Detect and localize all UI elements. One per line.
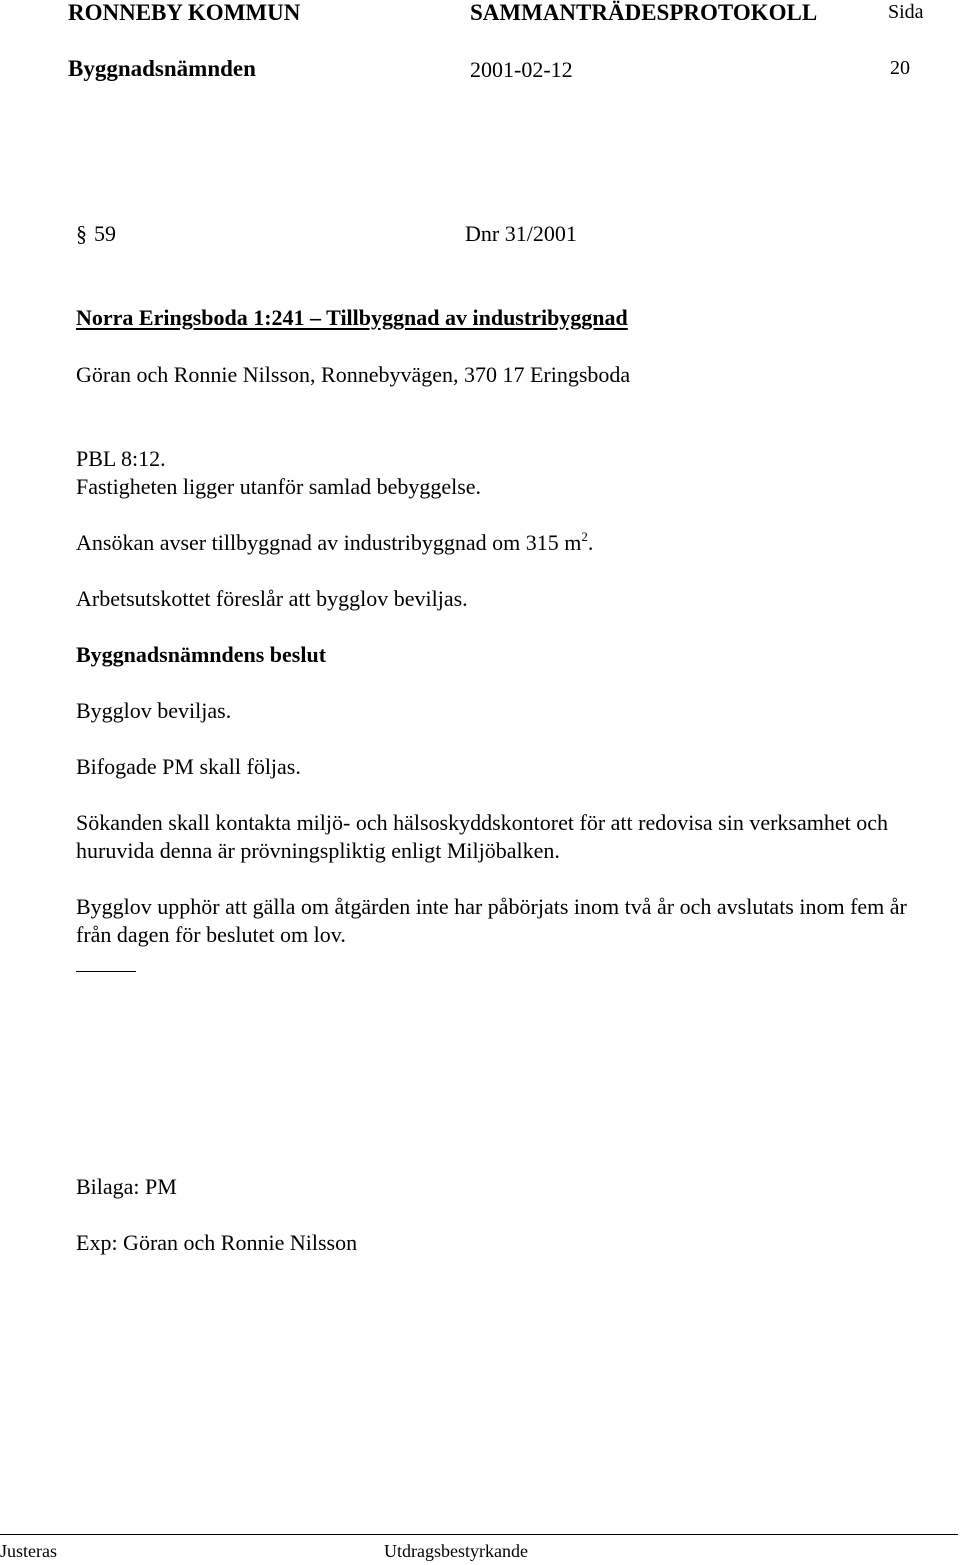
case-title: Norra Eringsboda 1:241 – Tillbyggnad av industribyggnad	[76, 305, 628, 330]
paragraph-number: 59	[94, 221, 116, 246]
area-unit-superscript: 2	[581, 529, 588, 544]
committee-proposal: Arbetsutskottet föreslår att bygglov beviljas.	[76, 586, 468, 611]
application-description: Ansökan avser tillbyggnad av industribyggnad om 315 $m^2$.	[76, 529, 594, 555]
section-symbol: §	[76, 221, 87, 246]
decision-paragraph-contact: Sökanden skall kontakta miljö- och hälsoskyddskontoret för att redovisa sin verksamhet och huruvida denna är prövningspliktig enligt Miljöbalken.	[76, 810, 889, 863]
decision-item-permit: Bygglov beviljas.	[76, 698, 232, 723]
registration-number: Dnr 31/2001	[465, 221, 577, 246]
closing-divider	[76, 971, 136, 972]
decision-item-pm: Bifogade PM skall följas.	[76, 754, 301, 779]
property-location-note: Fastigheten ligger utanför samlad bebyggelse.	[76, 474, 482, 499]
law-reference: PBL 8:12.	[76, 446, 166, 471]
document-type: SAMMANTRÄDESPROTOKOLL	[470, 0, 818, 25]
decision-heading: Byggnadsnämndens beslut	[76, 642, 327, 667]
page-label: Sida	[888, 1, 924, 23]
attachment-note: Bilaga: PM	[76, 1174, 177, 1199]
meeting-date: 2001-02-12	[470, 57, 573, 82]
footer-certified-label: Utdragsbestyrkande	[384, 1541, 528, 1561]
decision-paragraph-validity: Bygglov upphör att gälla om åtgärden inte har påbörjats inom två år och avslutats inom fem år från dagen för beslutet om lov.	[76, 894, 907, 947]
footer-divider	[0, 1534, 958, 1535]
footer-verified-label: Justeras	[0, 1541, 57, 1561]
municipality-name: RONNEBY KOMMUN	[68, 0, 301, 25]
committee-name: Byggnadsnämnden	[68, 56, 256, 81]
applicant: Göran och Ronnie Nilsson, Ronnebyvägen, 370 17 Eringsboda	[76, 362, 631, 387]
distribution-note: Exp: Göran och Ronnie Nilsson	[76, 1230, 358, 1255]
page-number: 20	[890, 57, 910, 79]
